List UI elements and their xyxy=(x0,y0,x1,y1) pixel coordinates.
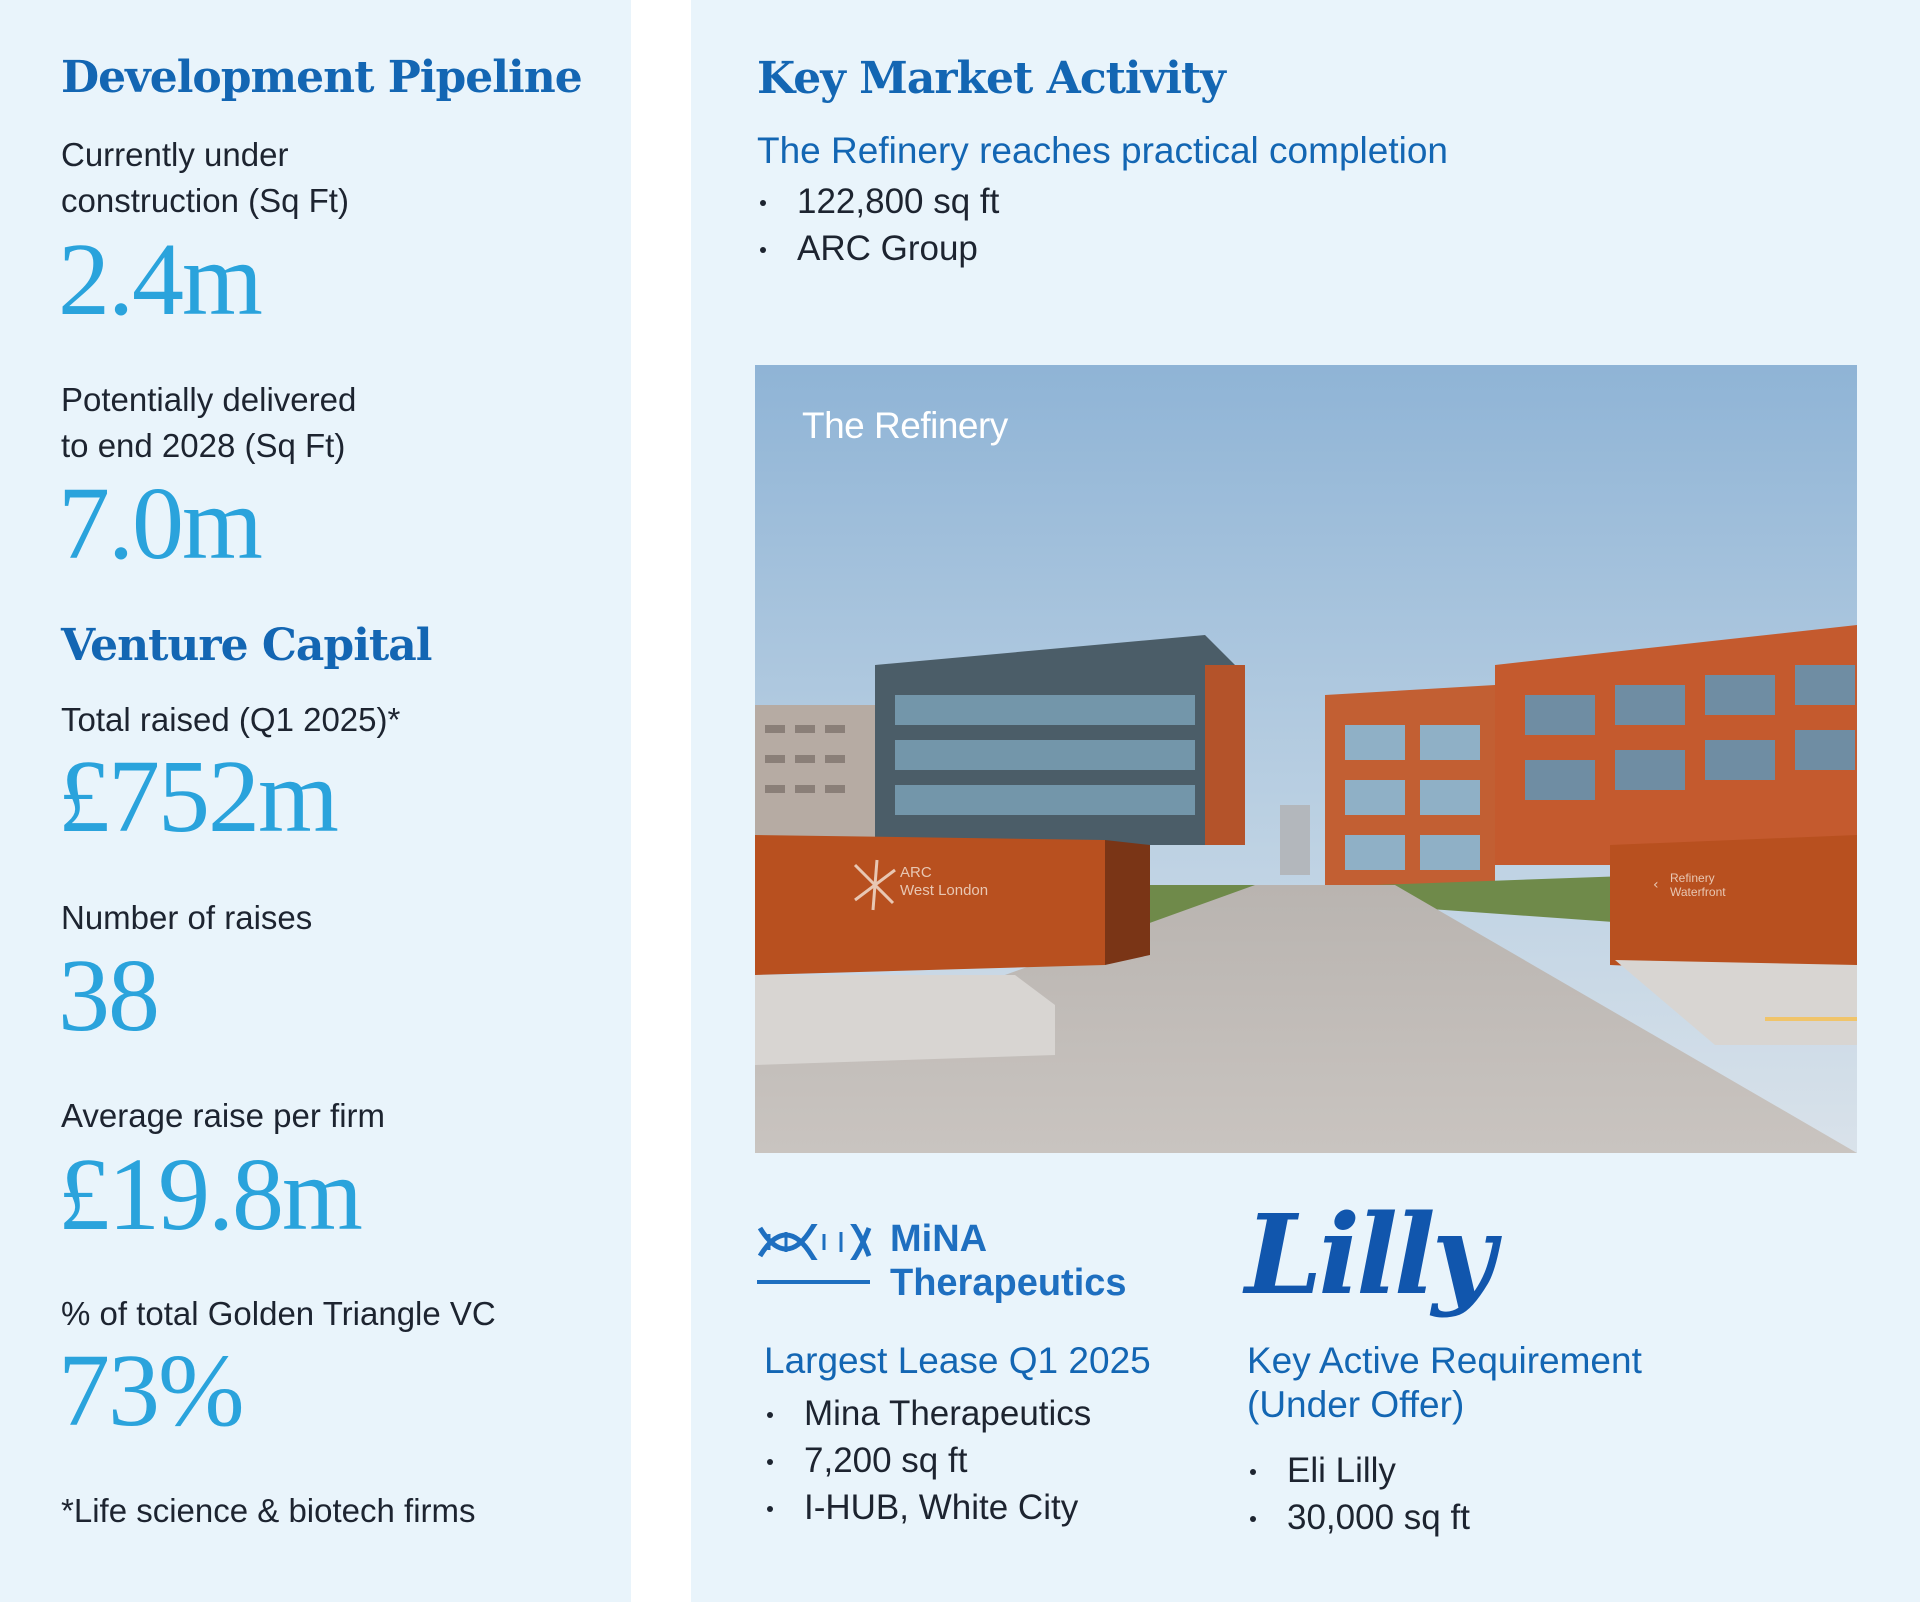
requirement-title: Key Active Requirement (Under Offer) xyxy=(1247,1340,1642,1426)
photo-caption: The Refinery xyxy=(802,405,1008,446)
share-value: 73% xyxy=(58,1333,243,1448)
mina-logo-subword: Therapeutics xyxy=(890,1262,1127,1304)
mina-logo-rule xyxy=(757,1280,870,1284)
refinery-photo xyxy=(755,365,1857,1153)
total-raised-value: £752m xyxy=(58,739,337,854)
list-item: I-HUB, White City xyxy=(764,1484,1091,1531)
raises-label: Number of raises xyxy=(61,899,313,936)
delivered-value: 7.0m xyxy=(58,466,261,581)
footnote: *Life science & biotech firms xyxy=(61,1492,476,1529)
average-value: £19.8m xyxy=(58,1137,361,1252)
dna-helix-icon xyxy=(757,1224,872,1260)
list-item: Mina Therapeutics xyxy=(764,1390,1091,1437)
list-item: 7,200 sq ft xyxy=(764,1437,1091,1484)
lease-title: Largest Lease Q1 2025 xyxy=(764,1340,1151,1381)
list-item: Eli Lilly xyxy=(1247,1447,1470,1494)
sign-chevron-icon: ‹ xyxy=(1653,877,1659,893)
raises-value: 38 xyxy=(58,938,158,1053)
total-raised-label: Total raised (Q1 2025)* xyxy=(61,701,401,738)
sign-right-line2: Waterfront xyxy=(1670,885,1726,899)
list-item: 30,000 sq ft xyxy=(1247,1494,1470,1541)
requirement-bullets xyxy=(1247,1447,1470,1541)
vc-heading: Venture Capital xyxy=(61,620,432,671)
refinery-title: The Refinery reaches practical completion xyxy=(757,130,1448,171)
average-label: Average raise per firm xyxy=(61,1097,386,1134)
sign-left-line2: West London xyxy=(900,882,989,899)
delivered-label: Potentially delivered to end 2028 (Sq Ft) xyxy=(61,381,357,464)
list-item: ARC Group xyxy=(757,225,999,272)
sign-right-line1: Refinery xyxy=(1670,871,1715,885)
share-label: % of total Golden Triangle VC xyxy=(61,1295,496,1332)
construction-value: 2.4m xyxy=(58,222,261,337)
list-item: 122,800 sq ft xyxy=(757,178,999,225)
construction-label: Currently under construction (Sq Ft) xyxy=(61,136,349,219)
mina-logo-word: MiNA xyxy=(890,1218,988,1260)
lilly-logo: Lilly xyxy=(1245,1190,1492,1319)
refinery-illustration xyxy=(755,365,1857,1153)
lease-bullets xyxy=(764,1390,1091,1531)
mina-therapeutics-logo xyxy=(757,1220,1157,1310)
pipeline-heading: Development Pipeline xyxy=(61,52,582,103)
refinery-bullets xyxy=(757,178,999,272)
market-heading: Key Market Activity xyxy=(757,53,1225,104)
sign-left-line1: ARC xyxy=(900,864,932,881)
